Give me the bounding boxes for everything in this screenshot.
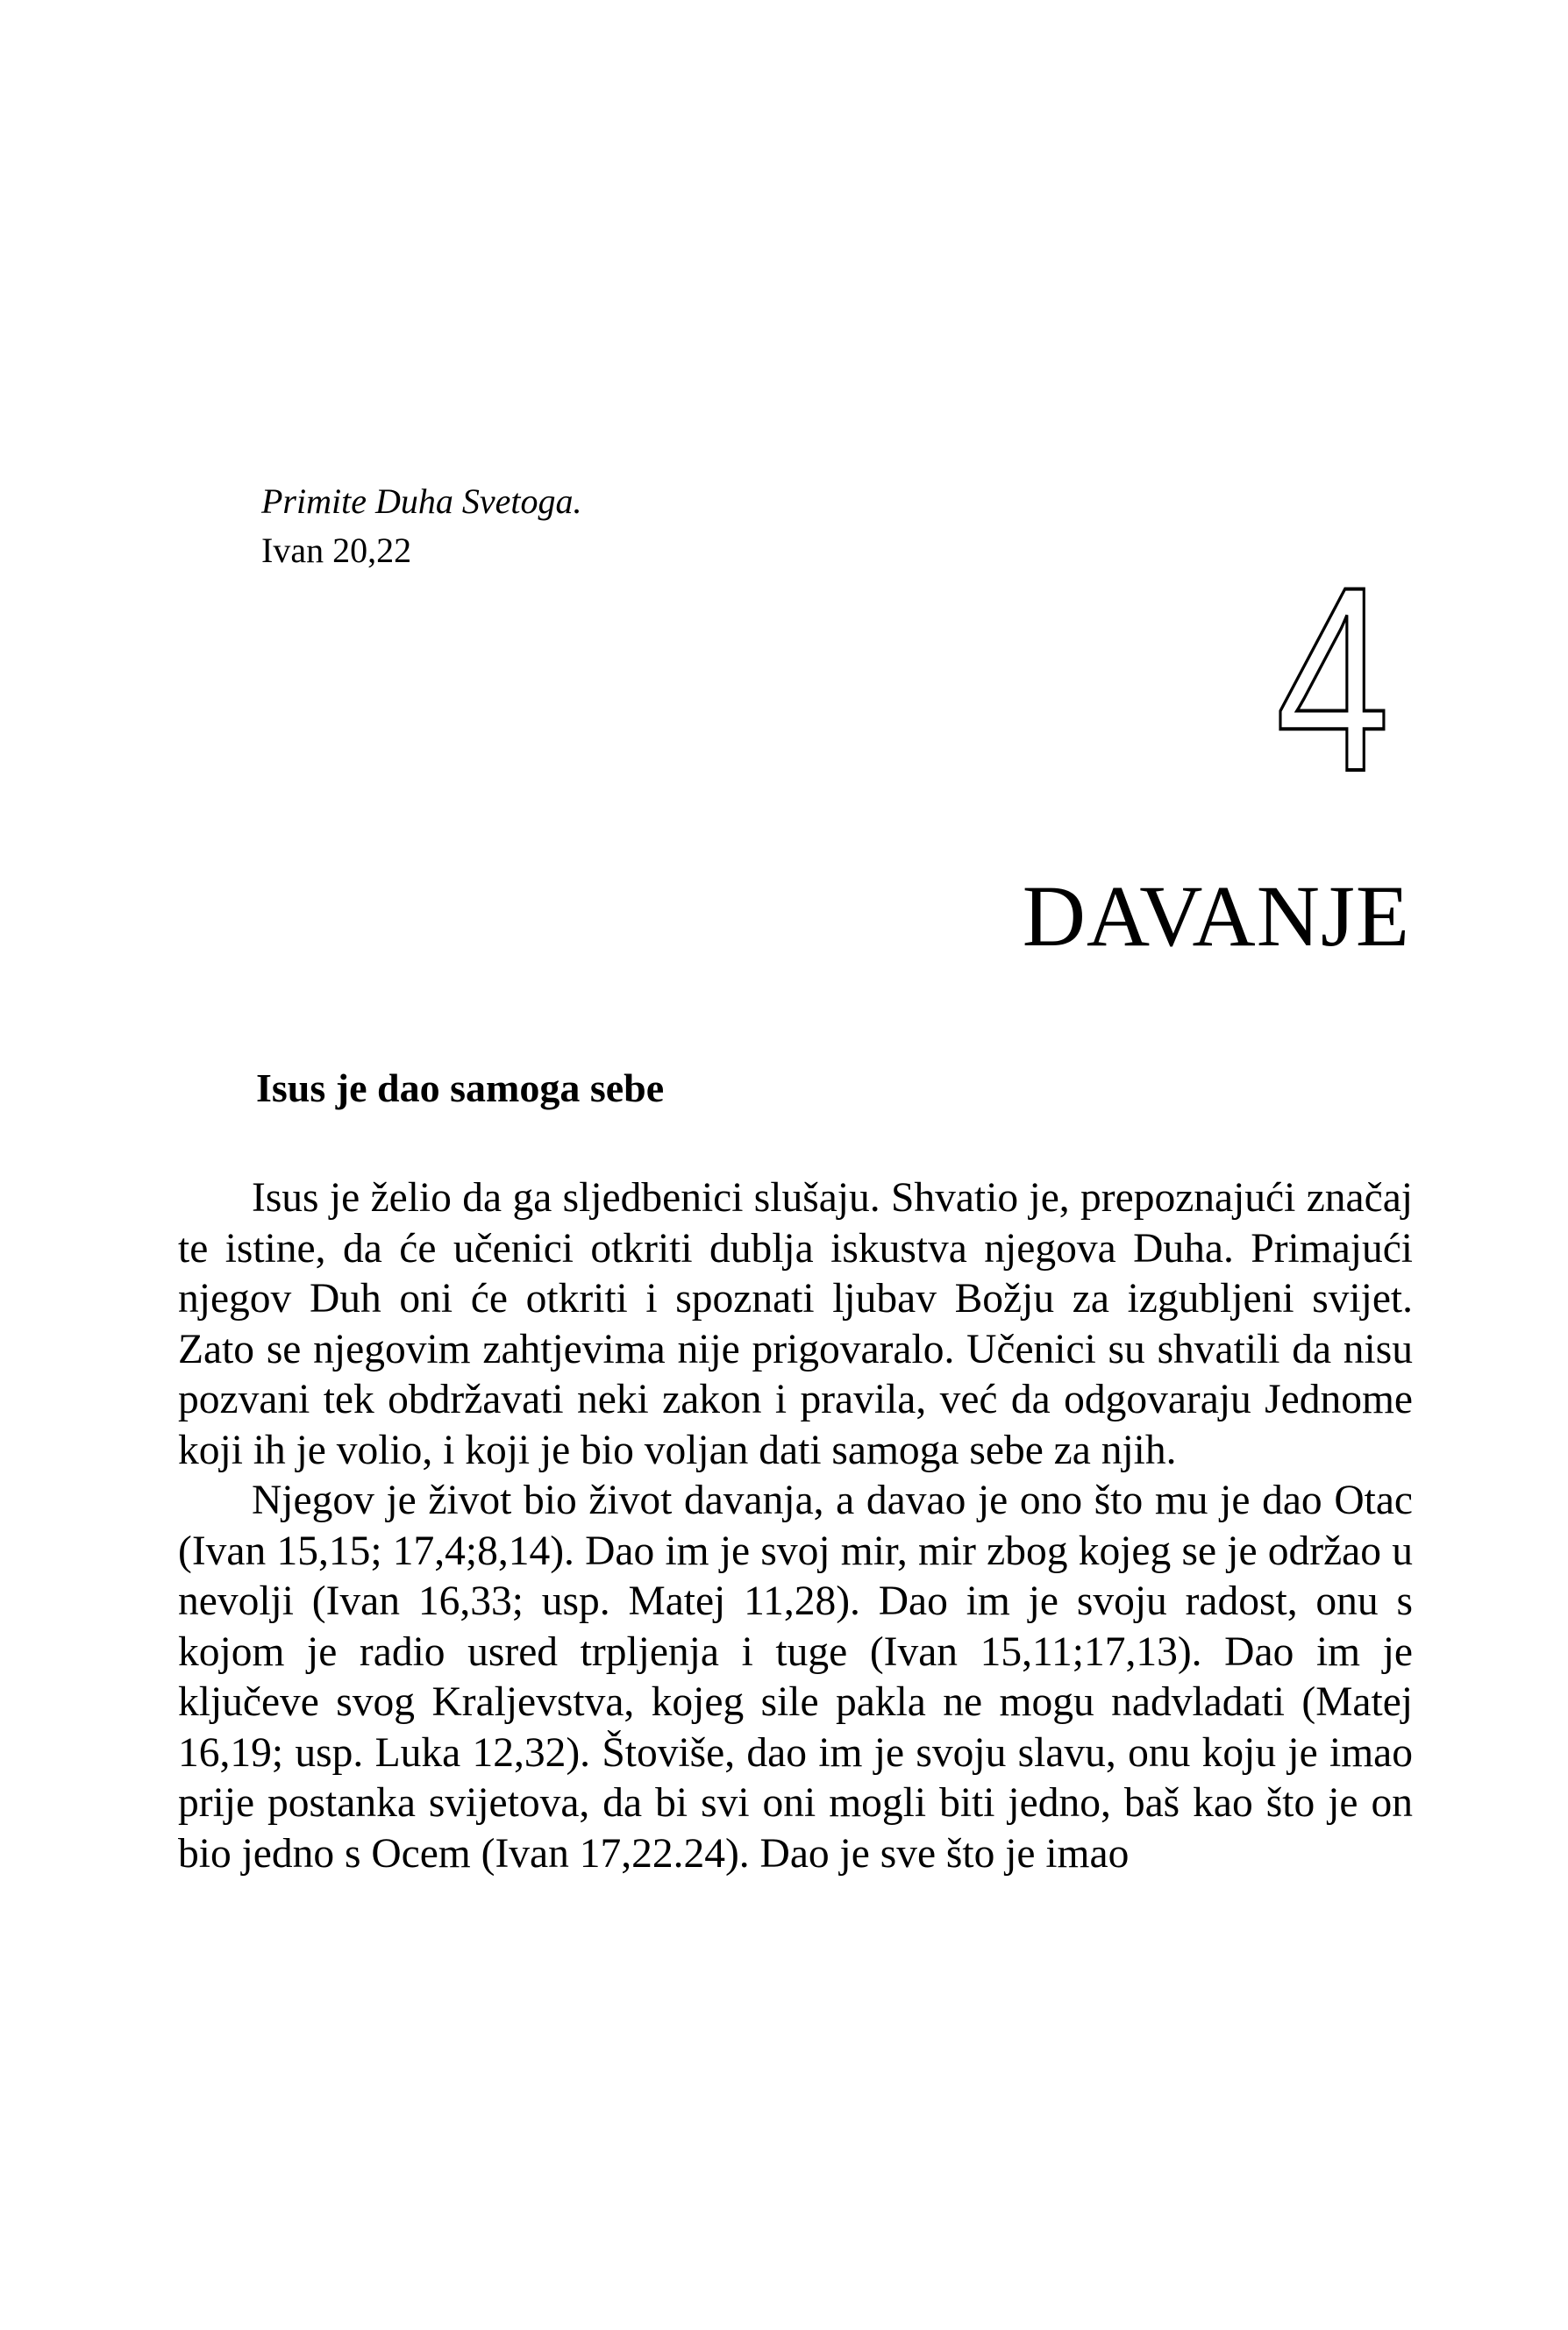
section-heading: Isus je dao samoga sebe [256, 1065, 665, 1110]
paragraph: Njegov je život bio život davanja, a davao je ono što mu je dao Otac (Ivan 15,15; 17,4;8,14). Dao im je svoj mir, mir zbog kojeg se je održao u nevolji (Ivan 16,33; usp. Matej 11,28). Dao im je svoju radost, onu s kojom je radio usred trpljenja i tuge (Ivan 15,11;17,13). Dao im je ključeve svog Kraljevstva, kojeg sile pakla ne mogu nadvladati (Matej 16,19; usp. Luka 12,32). Štoviše, dao im je svoju slavu, onu koju je imao prije postanka svijetova, da bi svi oni mogli biti jedno, baš kao što je on bio jedno s Ocem (Ivan 17,22.24). Dao je sve što je imao [178, 1478, 1413, 1877]
chapter-title: DAVANJE [1022, 867, 1410, 965]
body-text [178, 1173, 1413, 1879]
paragraph: Isus je želio da ga sljedbenici slušaju. Shvatio je, prepoznajući značaj te istine, da će učenici otkriti dublja iskustva njegova Duha. Primajući njegov Duh oni će otkriti i spoznati ljubav Božju za izgubljeni svijet. Zato se njegovim zahtjevima nije prigovaralo. Učenici su shvatili da nisu pozvani tek obdržavati neki zakon i pravila, već da odgovaraju Jednome koji ih je volio, i koji je bio voljan dati samoga sebe za njih. [178, 1175, 1413, 1473]
chapter-number-glyph: 4 [1275, 570, 1390, 780]
epigraph-quote: Primite Duha Svetoga. [261, 481, 582, 521]
chapter-number [1254, 570, 1412, 780]
epigraph-reference: Ivan 20,22 [261, 531, 412, 570]
